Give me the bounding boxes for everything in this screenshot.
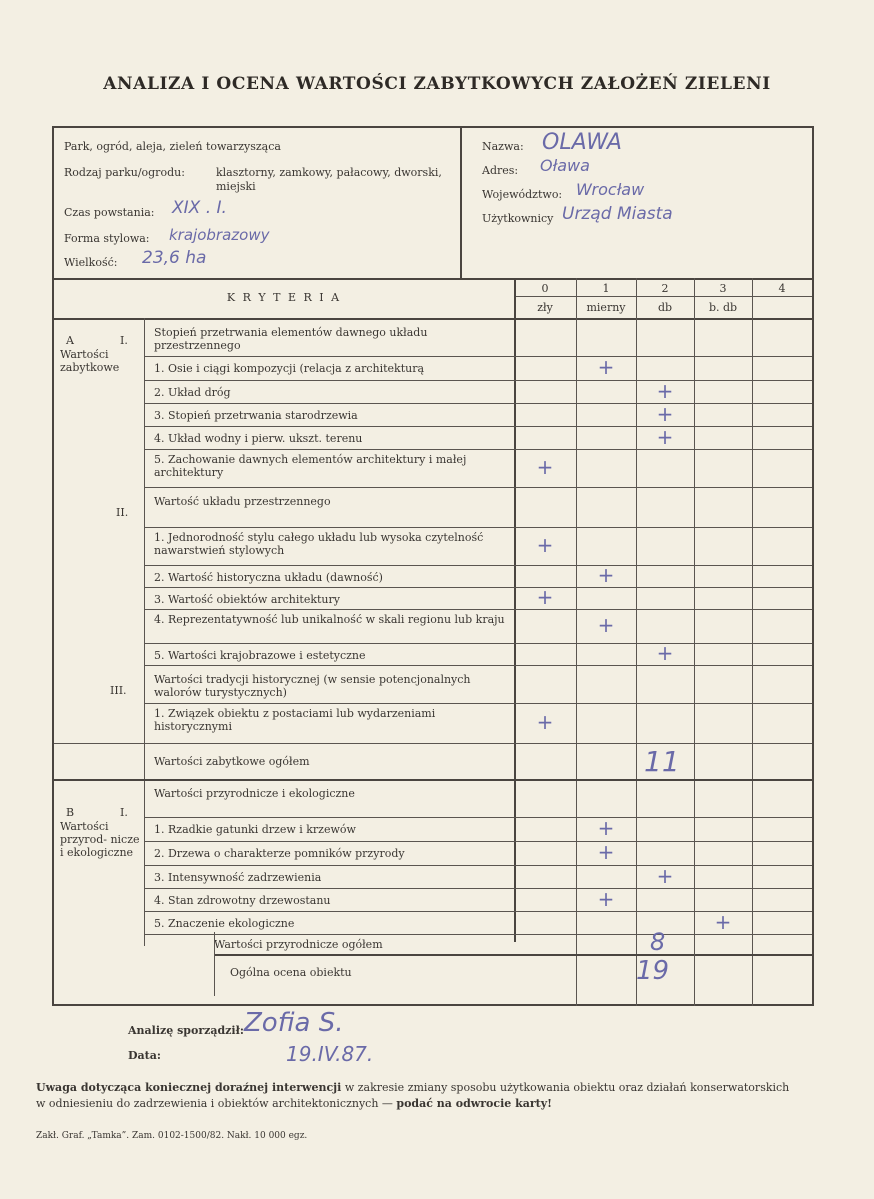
b-1-mark-5: +: [714, 909, 732, 934]
scale-number-2: 2: [661, 282, 669, 295]
a-2-row-3: 3. Wartość obiektów architektury: [154, 593, 340, 606]
section-b-roman-1: I.: [120, 806, 128, 819]
b-1-row-5: 5. Znaczenie ekologiczne: [154, 917, 295, 930]
overall-value: 19: [636, 956, 670, 986]
overall-label: Ogólna ocena obiektu: [230, 966, 352, 979]
czas-value: XIX . I.: [172, 198, 227, 218]
scale-word-1: mierny: [586, 301, 626, 314]
a-3-row-1: 1. Związek obiektu z postaciami lub wydarzeniami historycznymi: [154, 707, 436, 733]
uwaga-line-2: w odniesieniu do zadrzewienia i obiektów architektonicznych — podać na odwrocie karty!: [36, 1097, 552, 1110]
b-1-row-1: 1. Rzadkie gatunki drzew i krzewów: [154, 823, 356, 836]
a-1-row-2: 2. Układ dróg: [154, 386, 231, 399]
kryteria-heading: K R Y T E R I A: [226, 291, 342, 304]
a-1-row-5: 5. Zachowanie dawnych elementów architektury i małej architektury: [154, 453, 467, 479]
section-a-2-title: Wartość układu przestrzennego: [154, 495, 331, 508]
b-1-mark-1: +: [597, 816, 615, 840]
wojewodztwo-value: Wrocław: [576, 180, 645, 199]
section-b-1-title: Wartości przyrodnicze i ekologiczne: [154, 787, 355, 800]
scale-word-3: b. db: [708, 301, 738, 314]
forma-value: krajobrazowy: [169, 226, 270, 244]
uwaga-line-1: Uwaga dotycząca koniecznej doraźnej interwencji w zakresie zmiany sposobu użytkowania obiektu oraz działań konserwatorskich: [36, 1081, 790, 1094]
a-2-mark-4: +: [597, 613, 615, 637]
a-1-mark-1: +: [597, 355, 615, 379]
sporzadzil-label: Analizę sporządził:: [128, 1024, 244, 1037]
rodzaj-label: Rodzaj parku/ogrodu:: [64, 166, 185, 179]
uzytkownicy-label: Użytkownicy: [482, 212, 554, 225]
adres-label: Adres:: [482, 164, 519, 177]
forma-label: Forma stylowa:: [64, 232, 150, 245]
section-a-roman-3: III.: [110, 684, 127, 697]
a-1-mark-5: +: [536, 455, 554, 479]
section-a-roman-2: II.: [116, 506, 129, 519]
document-title: ANALIZA I OCENA WARTOŚCI ZABYTKOWYCH ZAŁOŻEŃ ZIELENI: [103, 74, 771, 94]
a-total-value: 11: [644, 745, 680, 778]
print-info: Zakł. Graf. „Tamka”. Zam. 0102-1500/82. Nakł. 10 000 egz.: [36, 1131, 308, 1141]
a-1-mark-3: +: [656, 401, 674, 426]
section-a-name: Wartości zabytkowe: [60, 348, 120, 374]
a-3-mark-1: +: [536, 710, 554, 734]
a-1-row-3: 3. Stopień przetrwania starodrzewia: [154, 409, 358, 422]
scale-number-0: 0: [541, 282, 549, 295]
a-1-mark-4: +: [656, 424, 674, 449]
czas-label: Czas powstania:: [64, 206, 155, 219]
scale-number-4: 4: [778, 282, 786, 295]
b-total-label: Wartości przyrodnicze ogółem: [214, 938, 383, 951]
sporzadzil-value: Zofia S.: [244, 1008, 344, 1038]
wielkosc-value: 23,6 ha: [142, 248, 207, 268]
wojewodztwo-label: Województwo:: [482, 188, 563, 201]
uzytkownicy-value: Urząd Miasta: [562, 204, 673, 224]
a-2-row-2: 2. Wartość historyczna układu (dawność): [154, 571, 383, 584]
b-1-row-3: 3. Intensywność zadrzewienia: [154, 871, 322, 884]
a-1-row-4: 4. Układ wodny i pierw. ukszt. terenu: [154, 432, 363, 445]
rodzaj-options-2: miejski: [216, 180, 256, 193]
scale-number-1: 1: [602, 282, 610, 295]
evaluation-form: [52, 126, 814, 1006]
section-a-3-title: Wartości tradycji historycznej (w sensie potencjonalnych walorów turystycznych): [154, 673, 471, 699]
b-1-row-2: 2. Drzewa o charakterze pomników przyrody: [154, 847, 405, 860]
scale-word-2: db: [657, 301, 673, 314]
a-2-mark-5: +: [656, 641, 674, 665]
b-total-value: 8: [650, 928, 666, 956]
data-label: Data:: [128, 1049, 161, 1062]
scale-number-3: 3: [719, 282, 727, 295]
a-total-label: Wartości zabytkowe ogółem: [154, 755, 310, 768]
section-b-name: Wartości przyrod- nicze i ekologiczne: [60, 820, 140, 859]
rodzaj-options: klasztorny, zamkowy, pałacowy, dworski,: [216, 166, 442, 179]
a-2-row-4: 4. Reprezentatywność lub unikalność w skali regionu lub kraju: [154, 613, 505, 626]
section-a-1-title: Stopień przetrwania elementów dawnego układu przestrzennego: [154, 326, 428, 352]
a-2-mark-3: +: [536, 585, 554, 609]
a-2-mark-1: +: [536, 533, 554, 557]
a-1-mark-2: +: [656, 378, 674, 403]
a-2-row-5: 5. Wartości krajobrazowe i estetyczne: [154, 649, 366, 662]
b-1-mark-3: +: [656, 863, 674, 888]
scale-word-0: zły: [537, 301, 553, 314]
b-1-row-4: 4. Stan zdrowotny drzewostanu: [154, 894, 331, 907]
a-2-mark-2: +: [597, 563, 615, 587]
nazwa-label: Nazwa:: [482, 140, 524, 153]
section-a-letter: A: [66, 334, 74, 347]
a-1-row-1: 1. Osie i ciągi kompozycji (relacja z architekturą: [154, 362, 425, 375]
b-1-mark-4: +: [597, 886, 615, 911]
adres-value: Oława: [540, 156, 590, 175]
nazwa-value: OLAWA: [542, 130, 622, 155]
data-value: 19.IV.87.: [286, 1042, 374, 1066]
wielkosc-label: Wielkość:: [64, 256, 118, 269]
section-a-roman-1: I.: [120, 334, 128, 347]
park-label: Park, ogród, aleja, zieleń towarzysząca: [64, 140, 281, 153]
b-1-mark-2: +: [597, 840, 615, 864]
a-2-row-1: 1. Jednorodność stylu całego układu lub wysoka czytelność nawarstwień stylowych: [154, 531, 484, 557]
section-b-letter: B: [66, 806, 75, 819]
